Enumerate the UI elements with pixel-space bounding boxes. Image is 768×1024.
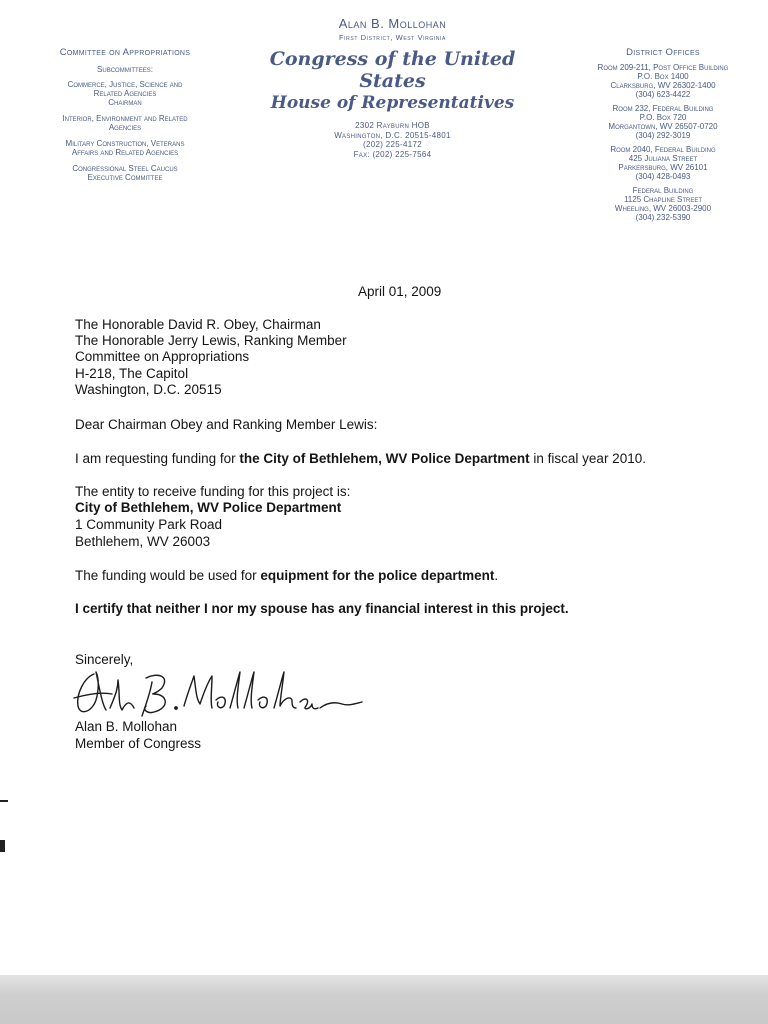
district-office-line: Parkersburg, WV 26101 [618,163,708,172]
signer-name: Alan B. Mollohan [75,719,178,734]
subcommittees-label: Subcommittees: [97,65,153,74]
district-office [563,104,763,140]
district-office-line: P.O. Box 720 [639,113,687,122]
house-title: House of Representatives [270,93,515,113]
recipient-line: Committee on Appropriations [75,349,250,364]
district-office [563,63,763,99]
member-header [250,16,535,159]
district-offices-heading: District Offices [626,47,700,58]
request-paragraph [75,451,646,467]
district-office-line: Federal Building [632,186,694,195]
district-office-list [563,63,763,222]
closing: Sincerely, [75,652,134,667]
subcommittee-line: Military Construction, Veterans [65,139,185,148]
district-office-line: 425 Juliana Street [628,154,698,163]
dc-address-line: 2302 Rayburn HOB [355,121,430,130]
spacer [30,107,220,114]
district-office-line: (304) 232-5390 [635,213,691,222]
subcommittee-line: Agencies [108,123,142,132]
district-office [563,186,763,222]
spacer [30,132,220,139]
district-office-line: Room 209-211, Post Office Building [597,63,729,72]
district-offices-block [563,48,763,227]
scan-mark [0,800,8,802]
scan-mark [0,840,5,852]
congress-title: Congress of the United States [269,48,516,92]
signature-image [66,664,366,726]
subcommittee-line: Congressional Steel Caucus [72,164,178,173]
subcommittee-line: Affairs and Related Agencies [71,148,179,157]
certification-statement: I certify that neither I nor my spouse has any financial interest in this project. [75,601,569,616]
dc-fax: Fax: (202) 225-7564 [353,149,432,159]
entity-intro: The entity to receive funding for this project is: [75,484,351,499]
committee-list [30,80,220,182]
member-district: First District, West Virginia [339,33,446,42]
use-text: The funding would be used for [75,568,261,583]
letter-date: April 01, 2009 [358,284,442,299]
spacer [30,157,220,164]
recipient-line: Washington, D.C. 20515 [75,382,222,397]
entity-name: City of Bethlehem, WV Police Department [75,500,342,515]
district-office-line: (304) 428-0493 [635,172,691,181]
district-office-line: Morgantown, WV 26507-0720 [608,122,718,131]
request-text-end: in fiscal year 2010. [529,451,646,466]
request-text: I am requesting funding for [75,451,240,466]
entity-address-line: Bethlehem, WV 26003 [75,534,211,549]
scan-bottom-band [0,975,768,1024]
committee-heading: Committee on Appropriations [59,47,191,58]
recipient-line: The Honorable David R. Obey, Chairman [75,317,321,332]
signer-title: Member of Congress [75,736,202,751]
use-purpose: equipment for the police department [260,568,495,583]
district-office [563,145,763,181]
subcommittee-line: Chairman [108,98,142,107]
use-paragraph [75,568,498,584]
district-office-line: Room 2040, Federal Building [610,145,716,154]
dc-phone: (202) 225-4172 [363,140,422,149]
district-office-line: (304) 623-4422 [635,90,691,99]
recipient-line: The Honorable Jerry Lewis, Ranking Member [75,333,347,348]
subcommittee-line: Commerce, Justice, Science and [67,80,183,89]
member-name: Alan B. Mollohan [338,16,447,31]
subcommittee-line: Interior, Environment and Related [62,114,188,123]
district-office-line: (304) 292-3019 [635,131,691,140]
recipient-line: H-218, The Capitol [75,366,189,381]
district-office-line: Room 232, Federal Building [612,104,714,113]
request-recipient: the City of Bethlehem, WV Police Department [239,451,530,466]
subcommittee-line: Executive Committee [87,173,163,182]
district-office-line: P.O. Box 1400 [637,72,689,81]
district-office-line: 1125 Chapline Street [623,195,703,204]
committee-block [30,48,220,182]
entity-address-line: 1 Community Park Road [75,517,223,532]
subcommittee-line: Related Agencies [93,89,157,98]
district-office-line: Wheeling, WV 26003-2900 [614,204,712,213]
district-office-line: Clarksburg, WV 26302-1400 [610,81,716,90]
dc-address-line: Washington, D.C. 20515-4801 [334,130,451,140]
dc-office-address [250,121,535,159]
use-text-end: . [494,568,499,583]
salutation: Dear Chairman Obey and Ranking Member Lewis: [75,417,378,432]
